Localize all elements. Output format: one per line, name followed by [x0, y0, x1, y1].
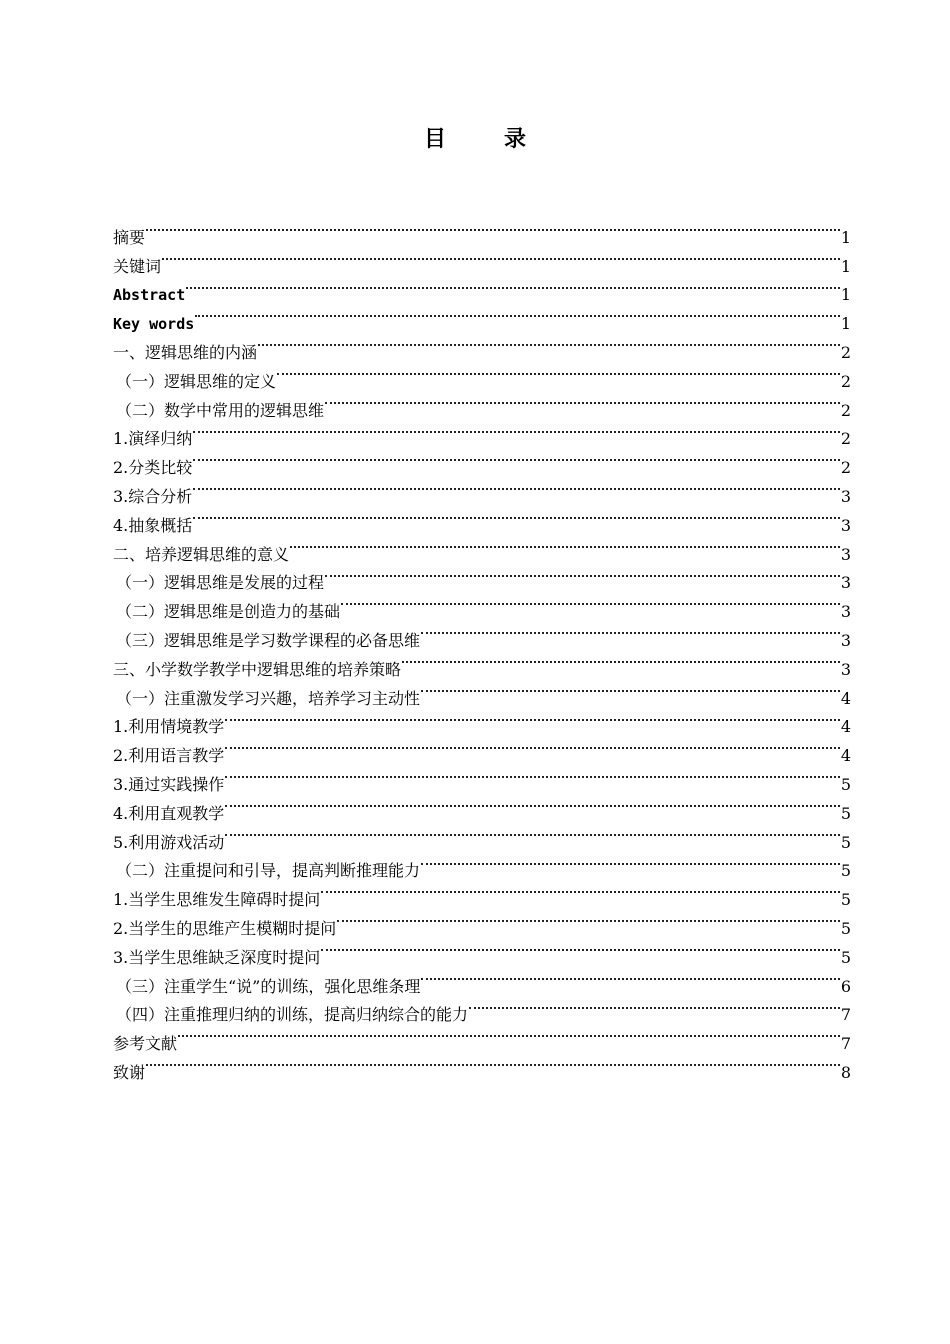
toc-page-number: 5 — [840, 890, 851, 910]
toc-page-number: 2 — [840, 458, 851, 478]
toc-entry-label: 2.分类比较 — [113, 458, 193, 478]
toc-entry[interactable] — [113, 300, 851, 334]
toc-page-number: 8 — [840, 1062, 851, 1082]
toc-dot-leader — [402, 646, 840, 675]
toc-page-number: 2 — [840, 371, 851, 391]
toc-page-number: 5 — [840, 861, 851, 881]
toc-page-number: 4 — [840, 746, 851, 766]
toc-entry-label: 一、逻辑思维的内涵 — [113, 342, 258, 362]
page-title: 目 录 — [423, 127, 544, 152]
toc-dot-leader — [186, 272, 840, 301]
toc-entry-label: （二）数学中常用的逻辑思维 — [116, 400, 325, 420]
toc-entry[interactable] — [113, 214, 851, 247]
toc-page-number: 1 — [840, 227, 851, 247]
toc-page-number: 6 — [840, 976, 851, 996]
toc-entry[interactable] — [113, 1049, 851, 1082]
toc-dot-leader — [193, 416, 840, 445]
toc-dot-leader — [146, 214, 840, 243]
toc-entry-label: （二）注重提问和引导，提高判断推理能力 — [116, 861, 421, 881]
toc-dot-leader — [337, 905, 840, 934]
toc-dot-leader — [325, 560, 840, 589]
toc-entry[interactable] — [113, 531, 851, 564]
toc-page-number: 1 — [840, 314, 851, 334]
toc-entry[interactable] — [113, 1020, 851, 1054]
toc-page-number: 5 — [840, 947, 851, 967]
toc-entry-label: 关键词 — [113, 256, 162, 276]
toc-entry[interactable] — [113, 272, 851, 305]
toc-page-number: 5 — [840, 774, 851, 794]
toc-dot-leader — [341, 588, 840, 617]
table-of-contents — [113, 214, 851, 1082]
toc-entry-label: （三）注重学生“说”的训练，强化思维条理 — [116, 976, 421, 996]
toc-dot-leader — [225, 704, 840, 733]
toc-dot-leader — [162, 243, 840, 272]
toc-dot-leader — [195, 300, 840, 329]
toc-entry-label: （一）逻辑思维是发展的过程 — [116, 573, 325, 593]
toc-entry-label: 1.当学生思维发生障碍时提问 — [113, 890, 321, 910]
toc-entry-label: 3.通过实践操作 — [113, 774, 225, 794]
toc-dot-leader — [146, 1049, 840, 1078]
toc-dot-leader — [321, 934, 840, 963]
toc-dot-leader — [178, 1020, 840, 1049]
toc-page-number: 4 — [840, 717, 851, 737]
toc-entry[interactable] — [113, 243, 851, 276]
toc-entry-label: （二）逻辑思维是创造力的基础 — [116, 602, 341, 622]
toc-dot-leader — [225, 761, 840, 790]
toc-dot-leader — [277, 358, 840, 387]
toc-dot-leader — [421, 675, 840, 704]
toc-entry-label: （一）逻辑思维的定义 — [116, 371, 277, 391]
toc-entry-label: （一）注重激发学习兴趣，培养学习主动性 — [116, 688, 421, 708]
toc-entry-label: 3.当学生思维缺乏深度时提问 — [113, 947, 321, 967]
toc-page-number: 3 — [840, 544, 851, 564]
toc-page-number: 7 — [840, 1005, 851, 1025]
toc-entry-label: 参考文献 — [113, 1034, 178, 1054]
toc-dot-leader — [193, 473, 840, 502]
toc-page-number: 4 — [840, 688, 851, 708]
toc-entry[interactable] — [113, 329, 851, 362]
toc-page-number: 3 — [840, 659, 851, 679]
toc-dot-leader — [421, 617, 840, 646]
toc-entry-label: 4.抽象概括 — [113, 515, 193, 535]
toc-entry[interactable] — [113, 473, 851, 506]
toc-page-number: 3 — [840, 515, 851, 535]
toc-entry-label: 二、培养逻辑思维的意义 — [113, 544, 290, 564]
toc-dot-leader — [225, 732, 840, 761]
toc-page-number: 3 — [840, 602, 851, 622]
toc-entry-label: 三、小学数学教学中逻辑思维的培养策略 — [113, 659, 402, 679]
toc-entry-label: Key words — [113, 315, 195, 334]
toc-entry-label: 3.综合分析 — [113, 486, 193, 506]
toc-dot-leader — [421, 963, 839, 992]
toc-page-number: 1 — [840, 256, 851, 276]
toc-dot-leader — [193, 502, 840, 531]
toc-dot-leader — [321, 876, 840, 905]
toc-page-number: 2 — [840, 429, 851, 449]
toc-entry-label: 1.演绎归纳 — [113, 429, 193, 449]
toc-page-number: 5 — [840, 832, 851, 852]
toc-page-number: 3 — [840, 573, 851, 593]
toc-entry-label: 1.利用情境教学 — [113, 717, 225, 737]
toc-entry-label: 致谢 — [113, 1062, 146, 1082]
toc-entry-label: 2.当学生的思维产生模糊时提问 — [113, 918, 337, 938]
toc-dot-leader — [225, 790, 840, 819]
toc-entry[interactable] — [113, 416, 851, 449]
toc-page-number: 5 — [840, 803, 851, 823]
toc-entry-label: 4.利用直观教学 — [113, 803, 225, 823]
toc-dot-leader — [469, 992, 840, 1021]
toc-entry-label: （四）注重推理归纳的训练，提高归纳综合的能力 — [116, 1005, 469, 1025]
toc-page-number: 3 — [840, 486, 851, 506]
toc-dot-leader — [290, 531, 840, 560]
toc-dot-leader — [421, 848, 840, 877]
toc-entry[interactable] — [113, 444, 851, 478]
toc-page-number: 7 — [840, 1034, 851, 1054]
toc-entry-label: 5.利用游戏活动 — [113, 832, 225, 852]
toc-page-number: 5 — [840, 918, 851, 938]
toc-page-number: 3 — [840, 630, 851, 650]
toc-entry-label: 2.利用语言教学 — [113, 746, 225, 766]
toc-page-number: 2 — [840, 400, 851, 420]
toc-page-number: 2 — [840, 342, 851, 362]
toc-dot-leader — [193, 444, 840, 473]
toc-page-number: 1 — [840, 285, 851, 305]
toc-entry-label: Abstract — [113, 286, 186, 305]
toc-dot-leader — [325, 387, 840, 416]
toc-dot-leader — [225, 819, 840, 848]
toc-entry-label: 摘要 — [113, 227, 146, 247]
toc-entry-label: （三）逻辑思维是学习数学课程的必备思维 — [116, 630, 421, 650]
toc-entry[interactable] — [113, 502, 851, 535]
toc-dot-leader — [258, 329, 840, 358]
